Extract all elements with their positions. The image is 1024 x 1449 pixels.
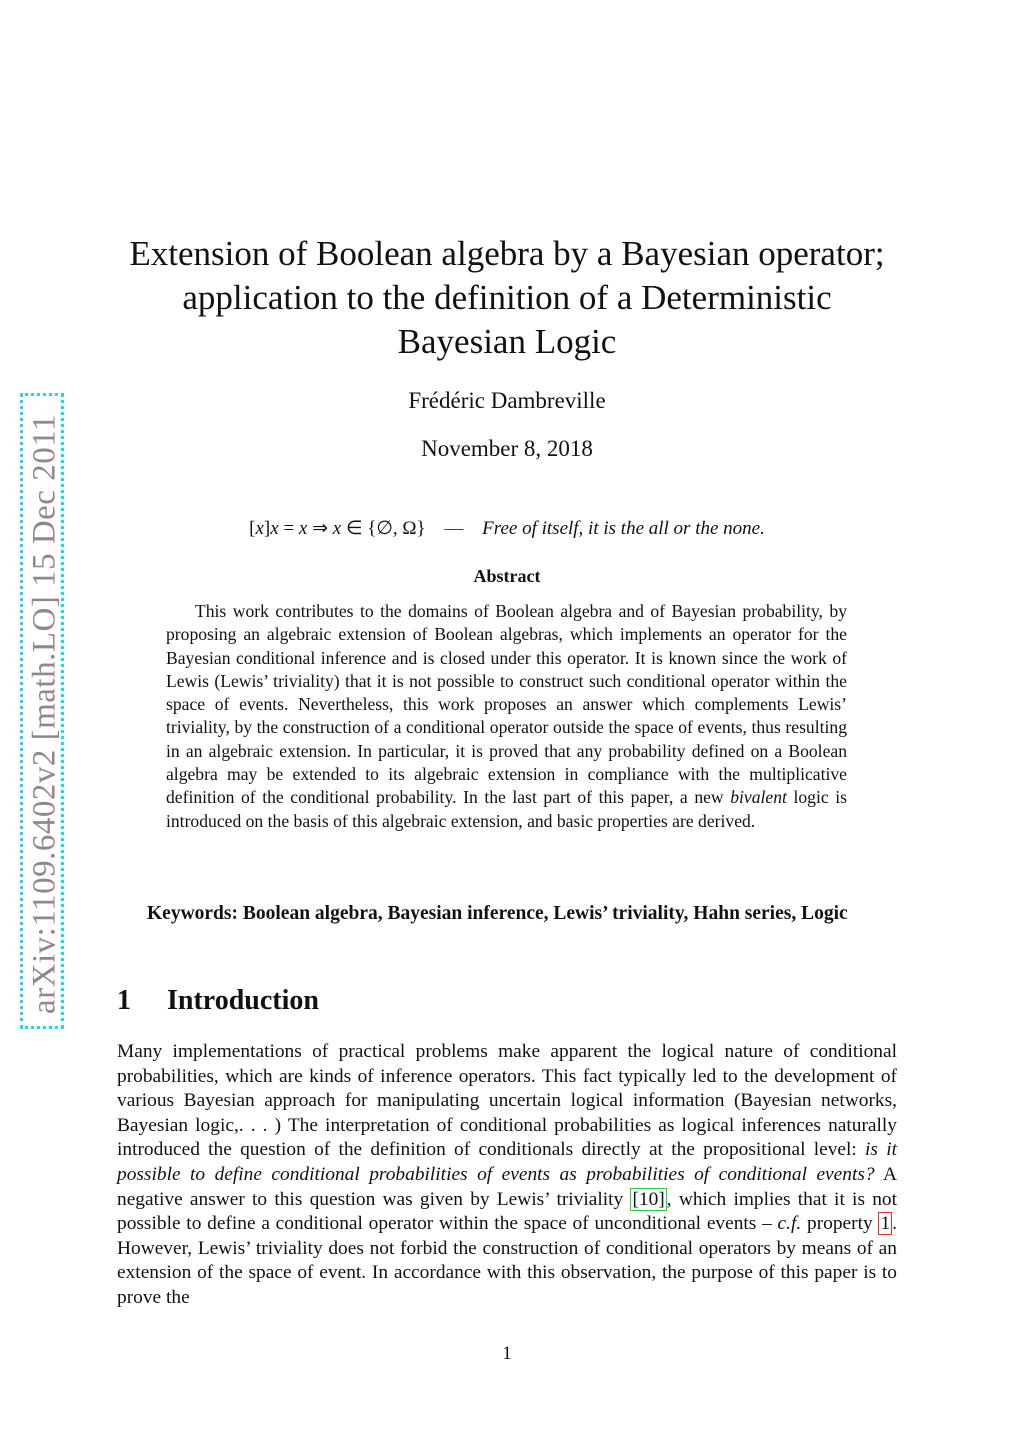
title-line-3: Bayesian Logic <box>397 322 617 361</box>
epigraph-quote: Free of itself, it is the all or the none. <box>482 518 765 539</box>
abstract-text: This work contributes to the domains of Boolean algebra and of Bayesian probability, by proposing an algebraic extension of Boolean algebras, which implements an operator for the Bayesian conditional inference and is closed under this operator. It is known since the work of Lewis (Lewis’ triviality) that it is not possible to construct such conditional operator within the space of events. Nevertheless, this work proposes an answer which complements Lewis’ triviality, by the construction of a conditional operator outside the space of events, thus resulting in an algebraic extension. In particular, it is proved that any probability defined on a Boolean algebra may be extended to its algebraic extension in compliance with the multiplicative definition of the conditional probability. In the last part of this paper, a new bivalent logic is introduced on the basis of this algebraic extension, and basic properties are derived. <box>166 601 847 831</box>
author: Frédéric Dambreville <box>408 388 606 413</box>
citation-link[interactable]: [10] <box>632 1188 665 1210</box>
abstract-heading: Abstract <box>473 566 541 586</box>
introduction-paragraph: Many implementations of practical problems make apparent the logical nature of conditional probabilities, which are kinds of inference operators. This fact typically led to the development of various Bayesian approach for manipulating uncertain logical information (Bayesian networks, Bayesian logic,. . . ) The interpretation of conditional probabilities as logical inferences naturally introduced the question of the definition of conditionals directly at the propositional level: is it possible to define conditional probabilities of events as probabilities of conditional events? A negative answer to this question was given by Lewis’ triviality [10] , which implies that it is not possible to define a conditional operator within the space of unconditional events – c.f. property 1 . However, Lewis’ triviality does not forbid the construction of conditional operators by means of an extension of the space of event. In accordance with this observation, the purpose of this paper is to prove the <box>117 1041 897 1308</box>
section-title: Introduction <box>167 985 319 1016</box>
paper-title <box>100 232 914 364</box>
property-reference-link[interactable]: 1 <box>880 1213 891 1235</box>
epigraph-formula: [x]x = x ⇒ x ∈ {∅, Ω} <box>249 518 426 539</box>
epigraph-dash: — <box>444 518 464 539</box>
arxiv-identifier: arXiv:1109.6402v2 [math.LO] 15 Dec 2011 <box>26 414 63 1014</box>
title-line-2: application to the definition of a Deterministic <box>182 278 832 317</box>
section-number: 1 <box>117 985 131 1016</box>
arxiv-stamp <box>20 393 64 1029</box>
epigraph <box>100 517 914 540</box>
section-heading-introduction <box>117 985 319 1017</box>
title-line-1: Extension of Boolean algebra by a Bayesian operator; <box>129 234 885 273</box>
page-number: 1 <box>502 1343 512 1364</box>
keywords: Keywords: Boolean algebra, Bayesian inference, Lewis’ triviality, Hahn series, Logic <box>147 903 848 924</box>
date: November 8, 2018 <box>421 436 593 461</box>
